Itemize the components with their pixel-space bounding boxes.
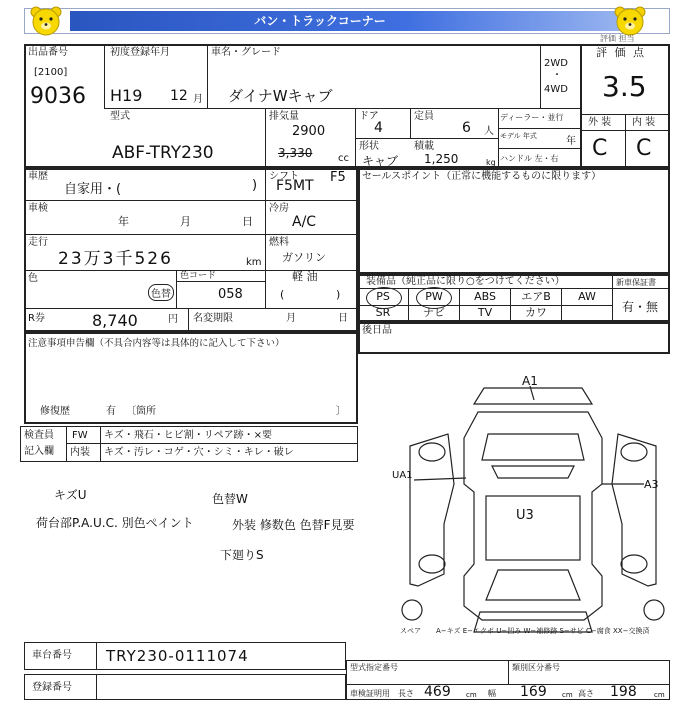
inspection-year: 年 [118,215,129,228]
equipment-row-2 [358,305,612,321]
diagram-mark-right: A3 [644,478,659,491]
cooler-label: 冷房 [269,203,289,214]
length-value: 469 [424,684,451,700]
rear-items-label: 後日品 [362,325,392,336]
new-warranty-value: 有・無 [622,300,659,314]
chassis-label: 車台番号 [32,650,72,661]
vehicle-name: ダイナWキャブ [228,87,333,105]
height-label: 高さ [578,689,594,698]
repair-location: 〔箇所 [126,406,156,417]
remark-4: 外装 修数色 色替F見要 [232,518,355,532]
recycle-label: R券 [28,313,45,324]
new-warranty-label: 新車保証書 [616,278,656,287]
equip-ps: PS [358,289,409,305]
fuel-value-diesel: 軽 油 [292,270,318,283]
equip-tv: TV [460,305,511,321]
color-code-value: 058 [218,287,243,302]
diagram-mark-top: A1 [522,374,538,388]
model-label: 型式 [110,111,130,122]
header-title: バン・トラックコーナー [254,14,386,28]
equip-navi: ナビ [409,305,460,321]
length-label: 長さ [398,689,414,698]
width-unit: cm [562,691,573,699]
doors-label: ドア [359,111,379,122]
name-change-month: 月 [286,313,296,324]
category-label: 類別区分番号 [512,663,560,672]
first-reg-month-suffix: 月 [193,94,203,105]
drive-dot: ・ [552,70,562,81]
mileage-value: 23万3千526 [58,249,173,269]
equip-empty [562,305,612,321]
diagram-mark-center: U3 [516,508,534,523]
remark-5: 下廻りS [220,548,264,562]
displacement-value: 2900 [292,124,326,139]
equip-leather: カワ [511,305,562,321]
drive-2wd: 2WD [544,58,568,69]
dealer-label: ディーラー・並行 [500,113,564,122]
height-unit: cm [654,691,665,699]
mileage-label: 走行 [28,237,48,248]
fw-items: キズ・飛石・ヒビ割・リペア跡・×要 [104,430,272,441]
notes-label: 注意事項申告欄（不具合内容等は具体的に記入して下さい） [28,338,285,349]
color-label: 色 [28,273,38,284]
type-spec-label: 型式指定番号 [350,663,398,672]
width-value: 169 [520,684,547,700]
fuel-paren-open: ( [280,288,285,301]
year-suffix: 年 [566,136,576,147]
capacity-label: 定員 [414,111,434,122]
shift-value: F5MT [276,178,314,194]
inspection-month: 月 [180,215,191,228]
damage-legend: A−キズ E−エクボ U−凹み W−補修跡 S−サビ C−腐食 XX−交換済 [436,627,650,635]
length-unit: cm [466,691,477,699]
remark-3: 色替W [212,492,248,506]
vehicle-label: 車名・グレード [211,47,281,58]
equip-aw: AW [578,290,596,303]
rating-value: 3.5 [602,70,647,103]
equip-airbag: エアB [511,289,562,305]
history-label: 車歴 [28,171,48,182]
first-reg-era: H19 [110,86,143,105]
equip-sr: SR [358,305,409,321]
lot-number: 9036 [30,84,86,109]
interior-label: 内 装 [632,117,656,128]
sales-point-box [358,168,670,274]
doors-value: 4 [374,120,383,136]
lot-code: [2100] [34,67,68,78]
load-label: 積載 [414,141,434,152]
exterior-grade: C [592,136,608,161]
equip-pw: PW [409,289,460,305]
mileage-unit: km [246,257,262,268]
diagram-mark-spare: スペア [400,627,421,635]
capacity-unit: 人 [484,126,494,137]
rating-label: 評 価 点 [596,46,646,59]
corner-note: 評価 担当 [600,34,635,43]
diagram-mark-left: UA1 [392,470,413,481]
interior-row-label: 内装 [70,447,90,458]
remark-2: 荷台部P.A.U.C. 別色ペイント [36,516,194,530]
color-value: 色替 [148,284,174,301]
rear-items-box [358,322,670,354]
inspection-label: 車検 [28,203,48,214]
displacement-struck: 3,330 [278,146,313,160]
name-change-day: 日 [338,313,348,324]
repair-value: 有 [106,406,116,417]
circle-mark-pw [416,287,452,309]
inspector-label-2: 記入欄 [24,446,54,457]
interior-grade: C [636,136,652,161]
history-close: ) [252,178,258,193]
bear-mascot-left-icon [28,5,64,37]
fuel-paren-close: ) [336,288,341,301]
recycle-value: 8,740 [92,311,138,330]
shift-label: シフト [269,171,299,182]
shape-value: キャブ [362,154,399,168]
model-year-label: モデル 年式 [500,132,537,140]
history-value: 自家用・( [64,182,122,197]
width-label: 幅 [488,689,496,698]
cert-label: 車検証明用 [350,689,390,698]
interior-items: キズ・汚レ・コゲ・穴・シミ・キレ・破レ [104,447,294,458]
repair-label: 修復歴 [40,406,70,417]
first-reg-month: 12 [170,88,188,104]
equipment-label: 装備品（純正品に限り○をつけてください） [366,276,565,287]
fuel-label: 燃料 [269,237,289,248]
displacement-unit: cc [338,153,349,164]
model-code: ABF-TRY230 [112,143,214,163]
lot-number-label: 出品番号 [28,47,68,58]
sales-point-label: セールスポイント（正常に機能するものに限ります） [362,171,602,182]
displacement-label: 排気量 [269,111,299,122]
handle-label: ハンドル 左・右 [500,154,559,163]
capacity-value: 6 [462,120,471,136]
chassis-value: TRY230-0111074 [106,647,249,665]
plate-label: 登録番号 [32,682,72,693]
exterior-label: 外 装 [588,117,612,128]
load-unit: kg [486,158,496,167]
remark-1: キズU [54,488,87,502]
fuel-value-gasoline: ガソリン [282,251,326,264]
name-change-label: 名変期限 [193,313,233,324]
recycle-unit: 円 [168,314,178,325]
load-value: 1,250 [424,152,459,166]
equip-abs: ABS [460,289,511,305]
shift-note: F5 [330,170,346,185]
inspection-day: 日 [242,215,253,228]
inspector-label-1: 検査員 [24,430,54,441]
first-reg-label: 初度登録年月 [110,47,170,58]
shape-label: 形状 [359,141,379,152]
drive-4wd: 4WD [544,84,568,95]
height-value: 198 [610,684,637,700]
cooler-value: A/C [292,214,317,230]
color-code-label: 色コード [180,271,217,281]
plate-box [24,674,346,700]
repair-close: 〕 [336,406,346,417]
circle-mark-ps [366,287,402,309]
fw-label: FW [72,430,88,441]
